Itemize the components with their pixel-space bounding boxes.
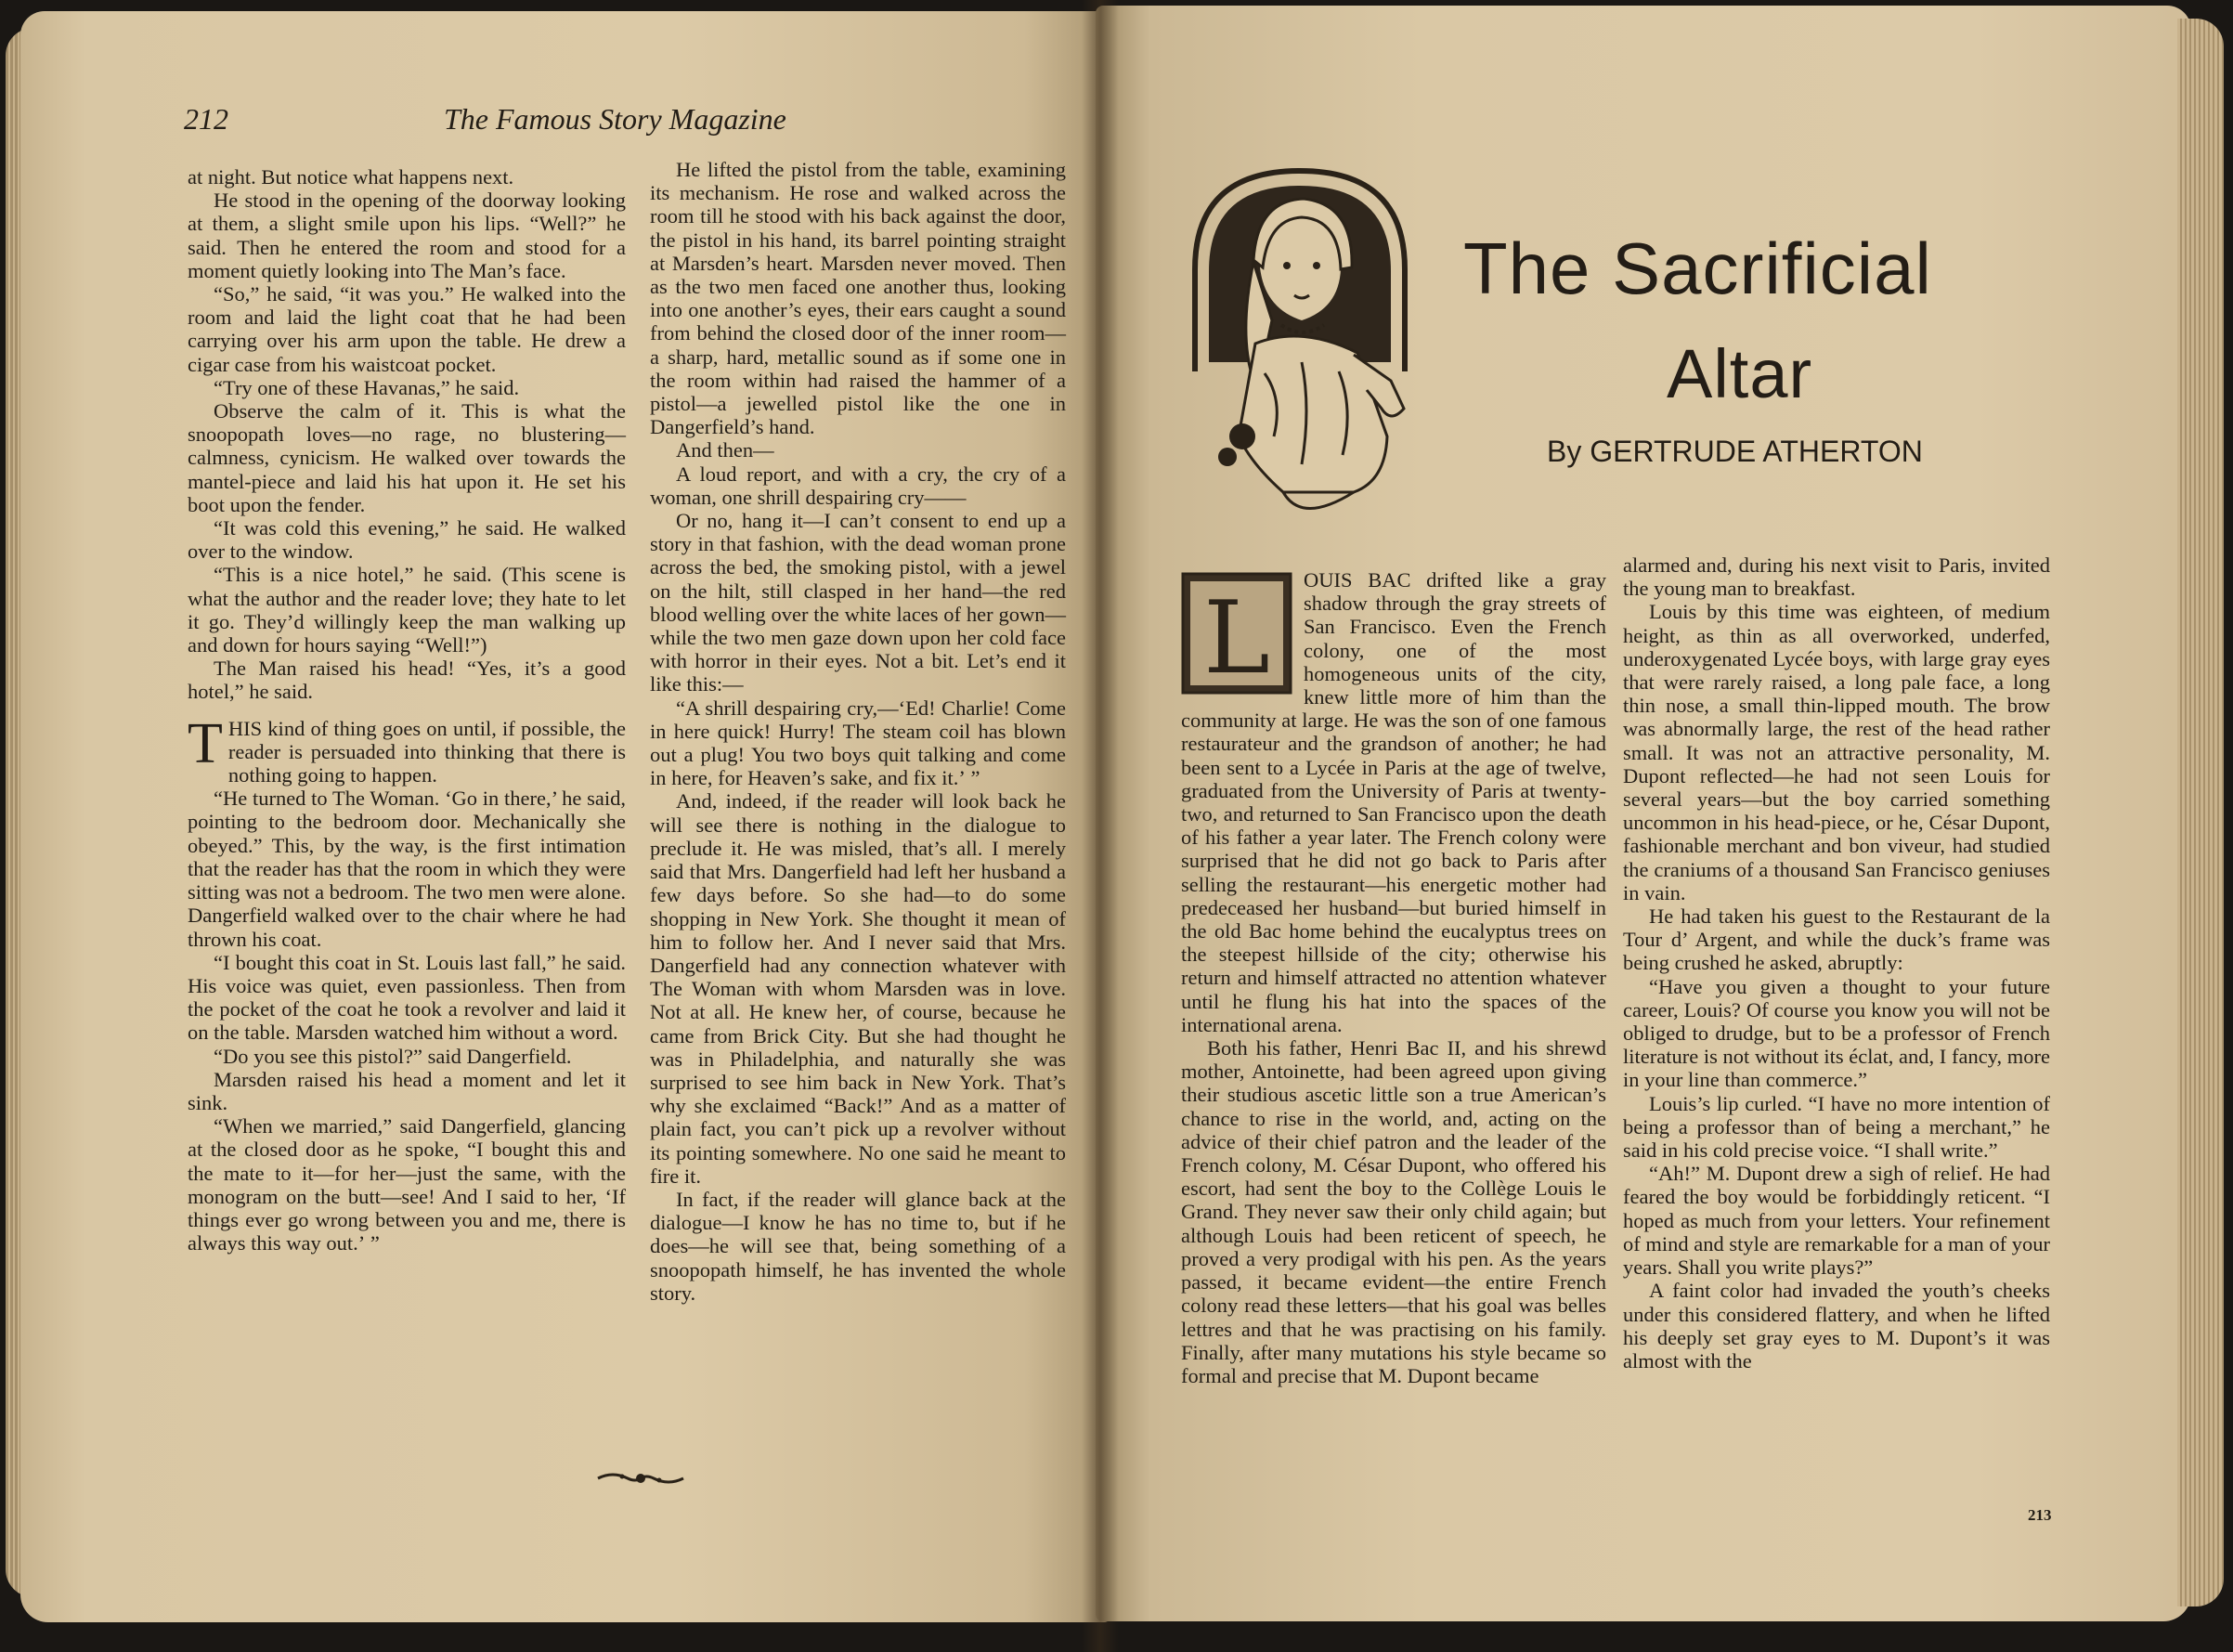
paragraph: alarmed and, during his next visit to Paris, invited the young man to breakfast. — [1623, 553, 2050, 601]
paragraph: “Do you see this pistol?” said Dangerfield. — [214, 1044, 572, 1068]
byline: By GERTRUDE ATHERTON — [1547, 435, 1923, 468]
paragraph: A faint color had invaded the youth’s cheeks under this considered flattery, and when he lifted his deeply set gray eyes to M. Dupont’s it was almost with the — [1623, 1279, 2050, 1372]
paragraph: He lifted the pistol from the table, examining its mechanism. He rose and walked across the room till he stood with his back against the door, the pistol in his hand, its barrel pointing straight at Marsden’s heart. Marsden never moved. Then as the two men faced one another thus, looking into one another’s eyes, their ears caught a sound from behind the closed door of the inner room—a sharp, hard, metallic sound as if some one in the room within had raised the hammer of a pistol—a jewelled pistol like the one in Dangerfield’s hand. — [650, 158, 1066, 439]
paragraph: In fact, if the reader will glance back at the dialogue—I know he has no time to, but if he does—he will see that, being something of a snoopopath himself, he has invented the whole story. — [650, 1187, 1066, 1305]
paragraph-text: HIS kind of thing goes on until, if possible, the reader is persuaded into thinking that there is nothing going to happen. — [227, 716, 626, 787]
magazine-title: The Famous Story Magazine — [444, 102, 786, 136]
left-page-number: 212 — [184, 102, 228, 136]
story-title-line-1: The Sacrificial — [1463, 228, 1932, 309]
paragraph: A loud report, and with a cry, the cry of a woman, one shrill despairing cry—— — [650, 462, 1066, 509]
story-title-line-2: Altar — [1667, 335, 1813, 412]
paragraph: And then— — [676, 438, 774, 462]
paragraph: Louis’s lip curled. “I have no more intention of being a professor than of being a merchant,” he said in his cold precise voice. “I shall write.” — [1623, 1091, 2050, 1163]
paragraph: “He turned to The Woman. ‘Go in there,’ he said, pointing to the bedroom door. Mechanically she obeyed.” This, by the way, is the first intimation that the reader has that the room in which they were sitting was not a bedroom. The two men were alone. Dangerfield walked over to the chair where he had thrown his coat. — [188, 787, 626, 951]
left-column-2 — [650, 158, 1066, 1305]
paragraph: Observe the calm of it. This is what the snoopopath loves—no rage, no blustering—calmness, cynicism. He walked over towards the mantel-piece and laid his hat upon it. He set his boot upon the fender. — [188, 399, 626, 516]
paragraph: “Ah!” M. Dupont drew a sigh of relief. He had feared the boy would be forbiddingly reticent. “I hoped as much from your letters. Your refinement of mind and style are remarkable for a man of your years. Shall you write plays?” — [1623, 1162, 2050, 1280]
dropcap-letter: L — [1203, 580, 1270, 695]
paragraph: at night. But notice what happens next. — [188, 165, 514, 189]
paragraph: “When we married,” said Dangerfield, glancing at the closed door as he spoke, “I bought this and the mate to it—for her—just the same, with the monogram on the butt—see! And I said to her, ‘If things ever go wrong between you and me, there is always this way out.’ ” — [188, 1114, 626, 1255]
paragraph: He stood in the opening of the doorway looking at them, a slight smile upon his lips. “Well?” he said. Then he entered the room and stood for a moment quietly looking into The Man’s face. — [188, 189, 626, 282]
paragraph: He had taken his guest to the Restaurant de la Tour d’ Argent, and while the duck’s frame was being crushed he asked, abruptly: — [1623, 904, 2050, 975]
right-page-number: 213 — [2028, 1506, 2052, 1524]
paragraph: The Man raised his head! “Yes, it’s a good hotel,” he said. — [188, 657, 626, 704]
paragraph: “A shrill despairing cry,—‘Ed! Charlie! Come in here quick! Hurry! The steam coil has blown out a plug! You two boys quit talking and come in here, for Heaven’s sake, and fix it.’ ” — [650, 696, 1066, 790]
paragraph-text: OUIS BAC drifted like a gray shadow through the gray streets of San Francisco. Even the French colony, one of the most homogeneous units of the city, knew little more of him than the community at large. He was the son of one famous restaurateur and the grandson of another; he had been sent to a Lycée in Paris at the age of twelve, graduated from the University of Paris at twenty-two, and returned to San Francisco upon the death of his father a year later. The French colony were surprised that he did not go back to Paris after selling the restaurant—his energetic mother had predeceased her husband—but buried himself in the old Bac home behind the eucalyptus trees on the steepest hillside of the city; otherwise his return and himself attracted no attention whatever until he flung his hat into the spaces of the international arena. — [1181, 568, 1606, 1036]
paragraph: Both his father, Henri Bac II, and his shrewd mother, Antoinette, had been agreed upon giving their studious ascetic little son a true American’s chance to rise in the world, and, acting on the advice of their chief patron and the leader of the French colony, M. César Dupont, who offered his escort, had sent the boy to the Collège Louis le Grand. They never saw their only child again; but although Louis had been reticent of speech, he proved a very prodigal with his pen. As the years passed, it became evident—the entire French colony read these letters—that his goal was belles lettres and that he was practising on his family. Finally, after many mutations his style became so formal and precise that M. Dupont became — [1181, 1036, 1606, 1387]
book-gutter — [1082, 0, 1119, 1652]
right-column-1 — [1181, 568, 1606, 1387]
section-opening-paragraph — [188, 711, 626, 787]
paragraph: “So,” he said, “it was you.” He walked into the room and laid the light coat that he had been carrying over his arm upon the table. He drew a cigar case from his waistcoat pocket. — [188, 282, 626, 376]
story-opening-paragraph — [1181, 568, 1606, 1036]
paragraph: “This is a nice hotel,” he said. (This scene is what the author and the reader love; they hate to let it go. They’d willingly keep the man walking up and down for hours saying “Well!”) — [188, 563, 626, 657]
ornate-dropcap-L — [1181, 572, 1292, 695]
left-column-1 — [188, 165, 626, 1255]
paragraph: Or no, hang it—I can’t consent to end up a story in that fashion, with the dead woman prone across the bed, the smoking pistol, with a jewel on the hilt, still clasped in her hand—the red blood welling over the white laces of her gown—while the two men gaze down upon her cold face with horror in their eyes. Not a bit. Let’s end it like this:— — [650, 509, 1066, 696]
paragraph: “Try one of these Havanas,” he said. — [214, 375, 520, 399]
paragraph: Louis by this time was eighteen, of medium height, as thin as all overworked, underfed, underoxygenated Lycée boys, with large gray eyes that were rarely raised, a long pale face, a long thin nose, a small thin-lipped mouth. The brow was abnormally large, the rest of the head rather small. It was not an attractive personality, M. Dupont reflected—he had not seen Louis for several years—but the boy carried something uncommon in his head-piece, or he, César Dupont, fashionable merchant and bon viveur, had studied the craniums of a thousand San Francisco geniuses in vain. — [1623, 600, 2050, 904]
right-page-edges — [2177, 19, 2224, 1606]
decorative-ornament-icon — [594, 1467, 687, 1489]
right-column-2 — [1623, 553, 2050, 1372]
paragraph: “Have you given a thought to your future career, Louis? Of course you know you will not be obliged to drudge, but to be a professor of French literature is not without its éclat, and, I fancy, more in your line than commerce.” — [1623, 974, 2050, 1092]
woman-portrait-illustration — [1172, 158, 1428, 529]
paragraph: “I bought this coat in St. Louis last fall,” he said. His voice was quiet, even passionless. Then from the pocket of the coat he took a revolver and laid it on the table. Marsden watched him without a word. — [188, 950, 626, 1045]
paragraph: And, indeed, if the reader will look back he will see there is nothing in the dialogue to preclude it. He was misled, that’s all. I merely said that Mrs. Dangerfield had left her husband a few days before. So she had—to do some shopping in New York. She thought it mean of him to follow her. And I never said that Mrs. Dangerfield had any connection whatever with The Woman with whom Marsden was in love. Not at all. He knew her, of course, because he came from Brick City. But she had thought he was in Philadelphia, and naturally she was surprised to see him back in New York. That’s why she exclaimed “Back!” And as a matter of plain fact, you can’t pick up a revolver without its pointing somewhere. No one said he meant to fire it. — [650, 789, 1066, 1188]
dropcap-letter: T — [188, 711, 223, 775]
paragraph: “It was cold this evening,” he said. He walked over to the window. — [188, 516, 626, 564]
paragraph: Marsden raised his head a moment and let it sink. — [188, 1067, 626, 1114]
